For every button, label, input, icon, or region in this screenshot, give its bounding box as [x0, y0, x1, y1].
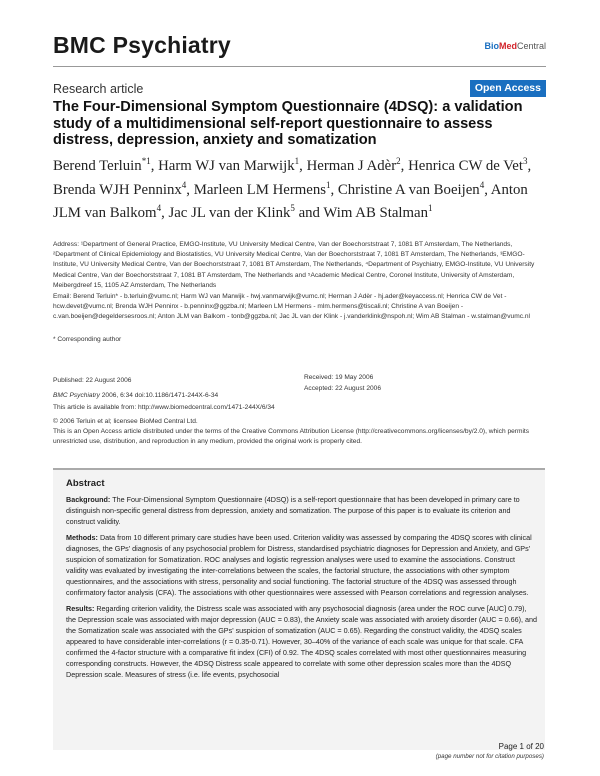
open-access-badge: Open Access	[470, 80, 546, 97]
author-affiliation: 2	[396, 156, 401, 166]
author-separator: ,	[186, 181, 194, 198]
affiliation-address: Address: ¹Department of General Practice, EMGO-Institute, VU University Medical Centre, Van der Boechorststraat 7, 1081 BT Amsterdam, The Netherlands, ²Department of Clinical Epidemiology and Biostatistics, VU University Medical Centre, Van der Boechorststraat 7, 1081 BT Amsterdam, The Netherlands, ³EMGO-Institute, VU University Medical Centre, Van der Boechorststraat 7, 1081 BT Amsterdam, The Netherlands, ⁴Department of Psychiatry, EMGO-Institute, VU University Medical Centre, Van der Boechorststraat 7, 1081 BT Amsterdam, The Netherlands and ⁵Academic Medical Centre, Coronel Institute, University of Amsterdam, Meibergdreef 15, 1105 AZ Amsterdam, The Netherlands	[53, 241, 535, 289]
article-url[interactable]: This article is available from: http://www.biomedcentral.com/1471-244X/6/34	[53, 404, 275, 411]
author-affiliation: 4	[181, 179, 187, 190]
abstract-methods	[66, 533, 538, 598]
citation	[53, 388, 218, 403]
received-date: Received: 19 May 2006	[304, 374, 374, 381]
abstract-text: The Four-Dimensional Symptom Questionnaire (4DSQ) is a self-report questionnaire that has been developed in primary care to distinguish non-specific general distress from depression, anxiety and somatization. The purpose of this paper is to evaluate its criterion and construct validity.	[66, 495, 520, 526]
author-name: Harm WJ van Marwijk	[158, 157, 295, 174]
author-name: Jac JL van der Klink	[168, 205, 291, 222]
author-separator: ,	[150, 157, 159, 174]
author-name: Brenda WJH Penninx	[53, 181, 182, 198]
author-name: Herman J Adèr	[306, 157, 397, 174]
author-separator: ,	[299, 157, 307, 174]
article-type: Research article	[53, 82, 144, 96]
author-name: Marleen LM Hermens	[193, 181, 326, 198]
author-affiliation: 1	[428, 203, 433, 214]
publication-info	[53, 373, 218, 403]
citation-journal: BMC Psychiatry	[53, 392, 100, 399]
corresponding-author-note: * Corresponding author	[53, 336, 122, 343]
publisher-logo	[484, 41, 546, 51]
published-date: Published: 22 August 2006	[53, 377, 132, 384]
publisher-bio: Bio	[484, 41, 499, 51]
author-name: Henrica CW de Vet	[408, 157, 523, 174]
abstract-label: Background:	[66, 495, 111, 504]
author-separator: ,	[400, 157, 409, 174]
author-name: Christine A van Boeijen	[337, 181, 480, 198]
license-block	[53, 417, 545, 448]
author-name: Anton JLM van Balkom	[53, 181, 528, 222]
journal-name: BMC Psychiatry	[53, 32, 231, 58]
abstract-background	[66, 495, 538, 528]
abstract-label: Methods:	[66, 533, 98, 543]
author-separator: and	[294, 205, 324, 222]
author-affiliation: *1	[141, 156, 151, 166]
copyright: © 2006 Terluin et al; licensee BioMed Central Ltd.	[53, 418, 198, 425]
author-separator: ,	[484, 181, 491, 198]
abstract-heading: Abstract	[66, 478, 105, 489]
author-emails: Email: Berend Terluin* - b.terluin@vumc.nl; Harm WJ van Marwijk - hwj.vanmarwijk@vumc.nl; Herman J Adèr - hj.ader@keyaccess.nl; Henrica CW de Vet - hcw.devet@vumc.nl; Brenda WJH Penninx - b.penninx@ggzba.nl; Marleen LM Hermens - mlm.hermens@tiscali.nl; Christine A van Boeijen - c.van.boeijen@degeldersesroos.nl; Anton JLM van Balkom - tonb@ggzba.nl; Jac JL van der Klink - j.vanderklink@nspoh.nl; Wim AB Stalman - w.stalman@vumc.nl	[53, 293, 530, 321]
article-title: The Four-Dimensional Symptom Questionnaire (4DSQ): a validation study of a multidimensional self-report questionnaire to assess distress, depression, anxiety and somatization	[53, 99, 523, 148]
publisher-central: Central	[516, 41, 546, 51]
author-name: Berend Terluin	[53, 157, 142, 174]
page-number: Page 1 of 20	[498, 742, 544, 751]
abstract-box	[53, 468, 545, 750]
author-separator: ,	[527, 157, 532, 174]
author-affiliation: 1	[294, 156, 300, 166]
abstract-label: Results:	[66, 604, 95, 614]
author-affiliation: 5	[290, 203, 295, 214]
abstract-text: Data from 10 different primary care studies have been used. Criterion validity was assessed by comparing the 4DSQ scores with clinical diagnoses, the GPs' diagnosis of any psychosocial problem for Distress, standardised psychiatric diagnoses for Depression and Anxiety, and GPs' suspicion of somatization for Somatization. ROC analyses and logistic regression analyses were used to examine the associations. Construct validity was evaluated by investigating the inter-correlations between the scales, the factorial structure, the associations with other symptom questionnaires, and the associations with stress, personality and social functioning. The factorial structure of the 4DSQ was assessed through confirmatory factor analysis (CFA). The associations with other questionnaires were assessed with Pearson correlations and regression analyses.	[66, 533, 532, 597]
author-separator: ,	[330, 181, 338, 198]
publisher-med: Med	[498, 41, 517, 51]
citation-details: 2006, 6:34 doi:10.1186/1471-244X-6-34	[99, 392, 219, 399]
author-affiliation: 4	[479, 179, 485, 190]
abstract-text: Regarding criterion validity, the Distress scale was associated with any psychosocial diagnosis (area under the ROC curve [AUC] 0.79), the Depression scale was associated with major depression (AUC = 0.83), the Anxiety scale was associated with anxiety disorder (AUC = 0.66), and the Somatization scale was associated with the GPs' suspicion of somatization (AUC = 0.65). Regarding the construct validity, the 4DSQ scales appeared to have considerable inter-correlations (r = 0.35-0.71). However, 30–40% of the variance of each scale was unique for that scale. CFA confirmed the 4-factor structure with a comparative fit index (CFI) of 0.92. The 4DSQ scales correlated with most other questionnaires measuring corresponding constructs. However, the 4DSQ Distress scale appeared to correlate with some other depression scales more than the 4DSQ Depression scale. Measures of stress (i.e. life events, psychosocial	[66, 604, 538, 679]
accepted-date: Accepted: 22 August 2006	[304, 384, 381, 392]
author-name: Wim AB Stalman	[323, 205, 429, 222]
author-separator: ,	[161, 205, 169, 222]
page-number-note: (page number not for citation purposes)	[435, 753, 544, 760]
author-list	[53, 152, 553, 223]
abstract-results	[66, 604, 538, 680]
author-affiliation: 4	[156, 203, 162, 214]
author-affiliation: 3	[522, 156, 528, 166]
history-info	[304, 373, 381, 394]
header-divider	[53, 66, 546, 67]
license-text: This is an Open Access article distributed under the terms of the Creative Commons Attribution License (http://creativecommons.org/licenses/by/2.0), which permits unrestricted use, distribution, and reproduction in any medium, provided the original work is properly cited.	[53, 428, 530, 446]
author-affiliation: 1	[326, 179, 331, 190]
